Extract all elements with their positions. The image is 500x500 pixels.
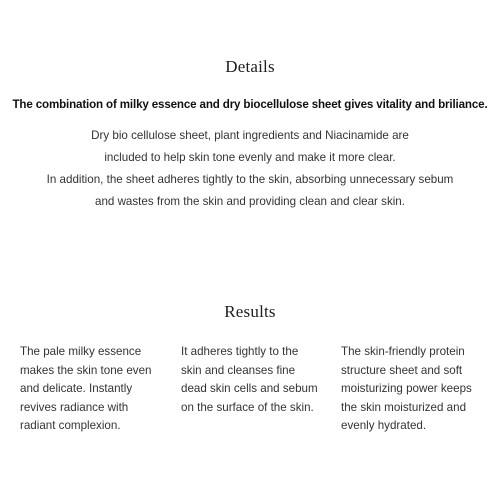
results-column-line: evenly hydrated.: [341, 419, 427, 432]
results-column-line: makes the skin tone even: [20, 363, 152, 377]
results-column-line: and delicate. Instantly: [20, 382, 133, 395]
results-column-cleansing: [181, 343, 318, 417]
results-column-line: radiant complexion.: [20, 419, 121, 432]
results-column-hydration: [341, 343, 472, 436]
results-column-line: It adheres tightly to the: [181, 345, 299, 358]
details-lead-text: The combination of milky essence and dry biocellulose sheet gives vitality and briliance.: [12, 98, 488, 111]
details-body-line: In addition, the sheet adheres tightly to the skin, absorbing unnecessary sebum: [46, 173, 454, 186]
results-column-line: The pale milky essence: [20, 345, 142, 358]
results-column-line: structure sheet and soft: [341, 363, 463, 377]
details-body-line: and wastes from the skin and providing clean and clear skin.: [95, 195, 405, 208]
results-column-line: skin and cleanses fine: [181, 363, 296, 377]
results-column-line: The skin-friendly protein: [341, 345, 465, 358]
details-body-line: Dry bio cellulose sheet, plant ingredients and Niacinamide are: [91, 129, 409, 142]
results-column-line: the skin moisturized and: [341, 400, 467, 414]
results-heading: Results: [224, 302, 276, 321]
results-column-line: on the surface of the skin.: [181, 400, 314, 414]
results-column-line: revives radiance with: [20, 400, 129, 414]
details-heading: Details: [225, 57, 275, 76]
details-body-line: included to help skin tone evenly and make it more clear.: [104, 151, 396, 164]
results-column-line: dead skin cells and sebum: [181, 382, 318, 395]
details-body: [0, 125, 500, 213]
results-column-radiance: [20, 343, 151, 436]
results-column-line: moisturizing power keeps: [341, 382, 472, 395]
